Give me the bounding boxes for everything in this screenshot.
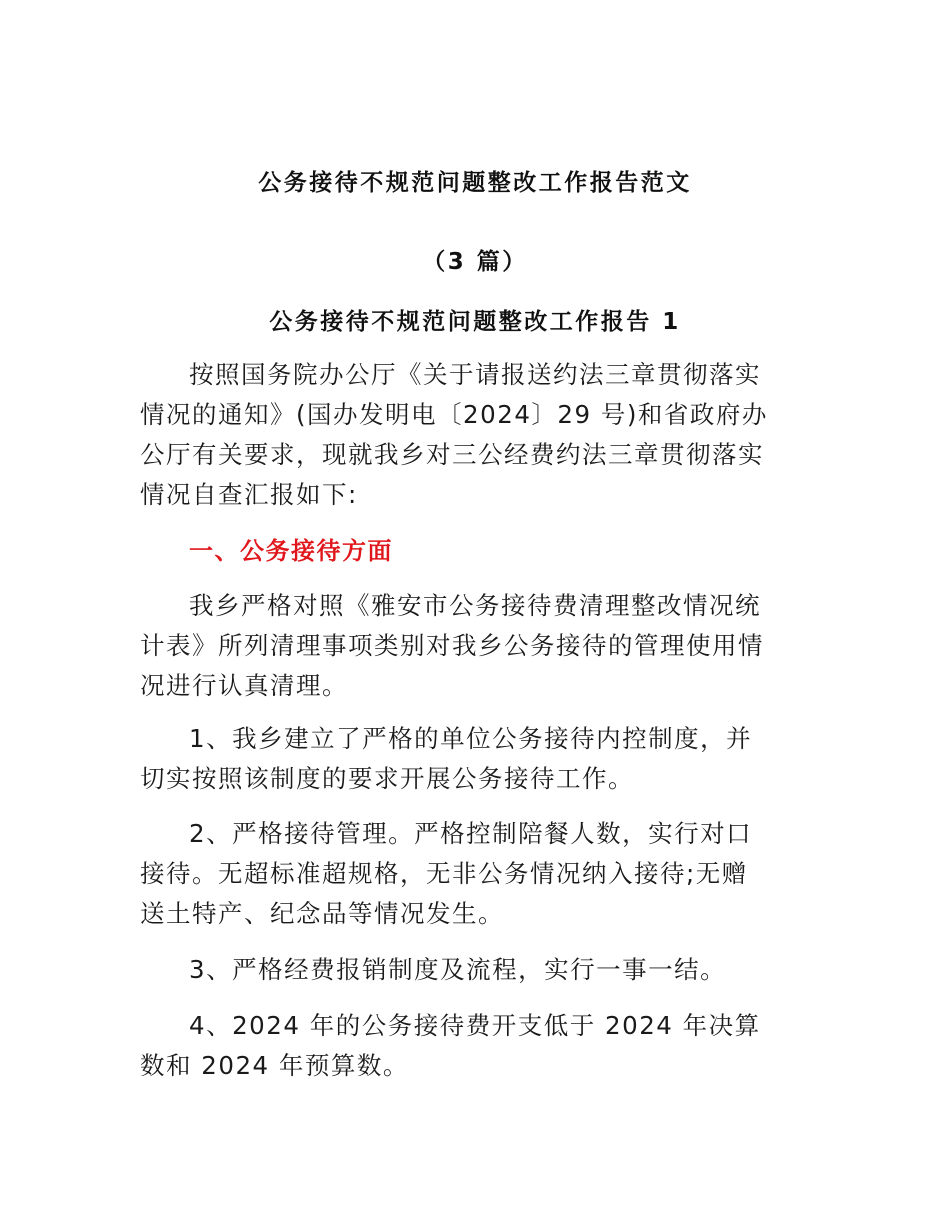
paragraph-line: 情况自查汇报如下:	[140, 480, 358, 509]
paragraph-line: 公厅有关要求，现就我乡对三公经费约法三章贯彻落实	[140, 440, 764, 469]
list-item-1	[140, 719, 810, 799]
paragraph-line: 况进行认真清理。	[140, 671, 348, 700]
paragraph-line: 1、我乡建立了严格的单位公务接待内控制度，并	[189, 724, 753, 753]
list-item-3	[140, 950, 810, 990]
section-paragraph	[140, 586, 810, 706]
paragraph-line: 2、严格接待管理。严格控制陪餐人数，实行对口	[189, 819, 753, 848]
paragraph-line: 3、严格经费报销制度及流程，实行一事一结。	[189, 955, 727, 984]
paragraph-line: 按照国务院办公厅《关于请报送约法三章贯彻落实	[189, 360, 761, 389]
list-item-2	[140, 814, 810, 934]
list-item-4	[140, 1006, 810, 1086]
paragraph-line: 送土特产、纪念品等情况发生。	[140, 899, 504, 928]
document-title-count: （3 篇）	[422, 249, 528, 275]
paragraph-line: 数和 2024 年预算数。	[140, 1051, 409, 1080]
paragraph-line: 4、2024 年的公务接待费开支低于 2024 年决算	[189, 1011, 761, 1040]
section-heading: 一、公务接待方面	[189, 537, 393, 565]
paragraph-line: 计表》所列清理事项类别对我乡公务接待的管理使用情	[140, 631, 764, 660]
paragraph-line: 情况的通知》(国办发明电〔2024〕29 号)和省政府办	[140, 400, 768, 429]
paragraph-line: 我乡严格对照《雅安市公务接待费清理整改情况统	[189, 591, 761, 620]
paragraph-line: 接待。无超标准超规格，无非公务情况纳入接待;无赠	[140, 859, 748, 888]
intro-paragraph	[140, 355, 810, 515]
document-title: 公务接待不规范问题整改工作报告范文	[258, 170, 692, 196]
report-subtitle: 公务接待不规范问题整改工作报告 1	[269, 309, 681, 335]
paragraph-line: 切实按照该制度的要求开展公务接待工作。	[140, 764, 634, 793]
